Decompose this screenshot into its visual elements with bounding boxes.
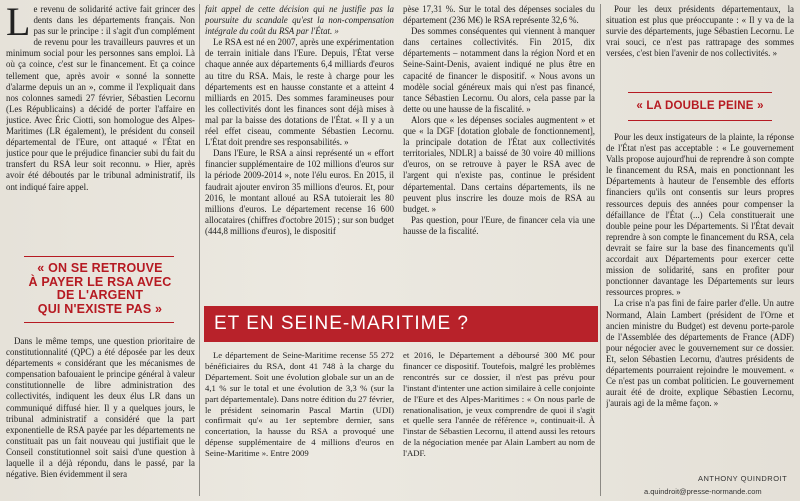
column-divider: [600, 4, 601, 496]
article-column-1-bottom: [6, 336, 195, 499]
author-email: a.quindroit@presse-normande.com: [644, 487, 762, 496]
paragraph: Des sommes conséquentes qui viennent à manquer dans certaines collectivités. Fin 2015, dix départements – notamment dans la région Nord et en Seine-Saint-Denis, avaient indiqué ne plus être en capacité de financer le dispositif. « Nous avons un modèle social généreux mais qui n'est pas financé, tance Sébastien Lecornu. Ou alors, cela passe par la dette ou une hausse de la fiscalité. »: [403, 26, 595, 114]
pullquote-top-rule: [24, 256, 174, 257]
paragraph: La crise n'a pas fini de faire parler d'elle. Un autre Normand, Alain Lambert (président de l'Orne et ancien ministre du Budget) est devenu porte-parole de l'Assemblée des départements de France (ADF) pour négocier avec le gouvernement sur ce dossier. Et, selon Sébastien Lecornu, d'autres présidents de départements pourraient rejoindre le mouvement. « Ce n'est pas un combat politicien. Le gouvernement aurait été de droite, explique Sébastien Lecornu, j'aurais agi de la même façon. »: [606, 298, 794, 409]
column-divider: [199, 4, 200, 496]
pullquote-top-rule: [628, 92, 772, 93]
paragraph: Le département de Seine-Maritime recense 55 272 bénéficiaires du RSA, dont 41 748 à la charge du Département. Soit une évolution globale sur un an de 4,1 % sur le total et une évolution de 3,3 % (sur la part départementale). Dans notre édition du 27 février, le président seinomarin Pascal Martin (UDI) confirmait qu'« au 1er septembre dernier, sans concertation, la hausse du RSA a provoqué une dépense supplémentaire de 4 millions d'euros en Seine-Maritime ». Entre 2009: [205, 350, 394, 459]
article-column-1-top: [6, 4, 195, 247]
article-column-2: [205, 4, 394, 301]
article-column-3: [403, 4, 595, 301]
paragraph: Le RSA est né en 2007, après une expérimentation de terrain initiale dans l'Eure. Depuis, l'État verse chaque année aux départements 6,4 milliards d'euros au titre du RSA. Mais, le reste à charge pour les départements est en hausse constante et a atteint 4 milliards en 2015. Des sommes faramineuses pour les collectivités dont les finances sont déjà mises à mal par la baisse des dotations de l'État. « Il y a un réel effet ciseau, commente Sébastien Lecornu. L'État doit prendre ses responsabilités. »: [205, 37, 394, 148]
pullquote-line: QUI N'EXISTE PAS »: [37, 301, 163, 316]
pullquote-2: « LA DOUBLE PEINE »: [636, 100, 764, 112]
paragraph: Pour les deux présidents départementaux, la situation est plus que préoccupante : « Il y va de la survie des départements, juge Sébastien Lecornu. Le vrai souci, ce n'est pas rattrapage des sommes versées, c'est bien l'avenir de nos collectivités. »: [606, 4, 794, 59]
pullquote-line: À PAYER LE RSA AVEC: [28, 274, 172, 289]
paragraph: fait appel de cette décision qui ne justifie pas la poursuite du scandale qu'est la non-compensation intégrale du coût du RSA par l'État. »: [205, 4, 394, 37]
pullquote-bottom-rule: [24, 322, 174, 323]
paragraph: et 2016, le Département a déboursé 300 M€ pour financer ce dispositif. Toutefois, malgré les problèmes rencontrés sur ce dossier, il n'est pas prévu pour l'instant d'intenter une action similaire à celle conjointe de l'Eure et des Alpes-Maritimes : « On nous parle de renationalisation, je veux comprendre de quoi il s'agit et quelle sera l'année de référence », continuait-il. À l'instar de Sébastien Lecornu, il attend aussi les retours de la négociation menée par Alain Lambert au nom de l'ADF.: [403, 350, 595, 459]
pullquote-bottom-rule: [628, 120, 772, 121]
paragraph: Pour les deux instigateurs de la plainte, la réponse de l'État n'est pas acceptable : « Le gouvernement Valls propose aujourd'hui de reprendre à son compte le financement du RSA, mais en ponctionnant les Départements à hauteur de l'ensemble des efforts financiers qu'ils ont consentis sur leurs propres ressources depuis des années pour compenser la défaillance de l'État (...) Cela constituerait une double peine pour les Départements. Si l'État devait reprendre à son compte le financement du RSA, cela devrait se faire sur la base des financements qu'il accordait aux Départements pour exercer cette mission de solidarité, sans en profiter pour ponctionner davantage les Départements sur leurs ressources propres. »: [606, 132, 794, 298]
paragraph: Dans le même temps, une question prioritaire de constitutionnalité (QPC) a été déposée par les deux départements « considérant que les mécanismes de compensation bafouaient le principe général à valeur constitutionnelle de libre administration des collectivités, indiquent les deux élus LR dans un communiqué diffusé hier. Il y a quelques jours, le tribunal administratif a considéré que la part exponentielle de RSA payée par les départements ne constituait pas un fait nouveau qui justifiait que le Conseil constitutionnel soit saisi d'une question à laquelle il a déjà répondu, dans le passé, par la négative. Bien évidemment il sera: [6, 336, 195, 480]
paragraph: Alors que « les dépenses sociales augmentent » et que « la DGF [dotation globale de fonctionnement], la principale dotation de l'État aux collectivités territoriales, NDLR] a baissé de 30 voire 40 millions d'euros, on se retrouve à payer le RSA avec de l'argent qui n'existe pas, continue le président départemental. Dans certains départements, ils ne peuvent plus inscrire les douze mois de RSA au budget. »: [403, 114, 595, 214]
pullquote-line: DE L'ARGENT: [56, 288, 144, 302]
article-column-4-top: [606, 4, 794, 86]
paragraph: Dans l'Eure, le RSA a ainsi représenté un « effort financier supplémentaire de 102 millions d'euros sur la période 2009-2014 », note l'élu euros. En 2015, il faudrait ajouter environ 35 millions d'euros. Et, pour 2016, le montant alloué au RSA tutoierait les 80 millions d'euros. Le département recense 16 600 allocataires (chiffres d'octobre 2015) ; sur son budget (444,8 millions d'euros), le dispositif: [205, 148, 394, 236]
drop-cap: L: [6, 4, 31, 44]
paragraph: pèse 17,31 %. Sur le total des dépenses sociales du département (236 M€) le RSA représente 32,6 %.: [403, 4, 595, 26]
seine-maritime-column-1: [205, 350, 394, 498]
author-byline: ANTHONY QUINDROIT: [698, 474, 788, 483]
article-column-4-bottom: [606, 132, 794, 472]
paragraph: Pas question, pour l'Eure, de financer cela via une hausse de la fiscalité.: [403, 214, 595, 236]
pullquote-1: [10, 262, 190, 316]
seine-maritime-column-2: [403, 350, 595, 498]
paragraph: e revenu de solidarité active fait grincer des dents dans les départements français. Non pas sur le principe : il s'agit d'un complément de revenu pour les travailleurs pauvres et un minimum social pour les personnes sans emploi. Là où ça coince, c'est sur le financement. Et ça coince tellement que, après avoir « sonné la sonnette d'alarme depuis un an », comme il l'expliquait dans nos colonnes samedi 27 février, Sébastien Lecornu (Les Républicains) a décidé de porter l'affaire en justice. Avec Éric Ciotti, son homologue des Alpes-Maritimes (LR également), le président du conseil départemental de l'Eure, ont attaqué « l'État en justice pour que le préjudice financier subi du fait du transfert du RSA leur soit reconnu. » Hier, après avoir été déboutés par le tribunal administratif, ils ont indiqué faire appel.: [6, 4, 195, 192]
section-banner: ET EN SEINE-MARITIME ?: [204, 306, 598, 342]
pullquote-line: « ON SE RETROUVE: [37, 261, 163, 275]
